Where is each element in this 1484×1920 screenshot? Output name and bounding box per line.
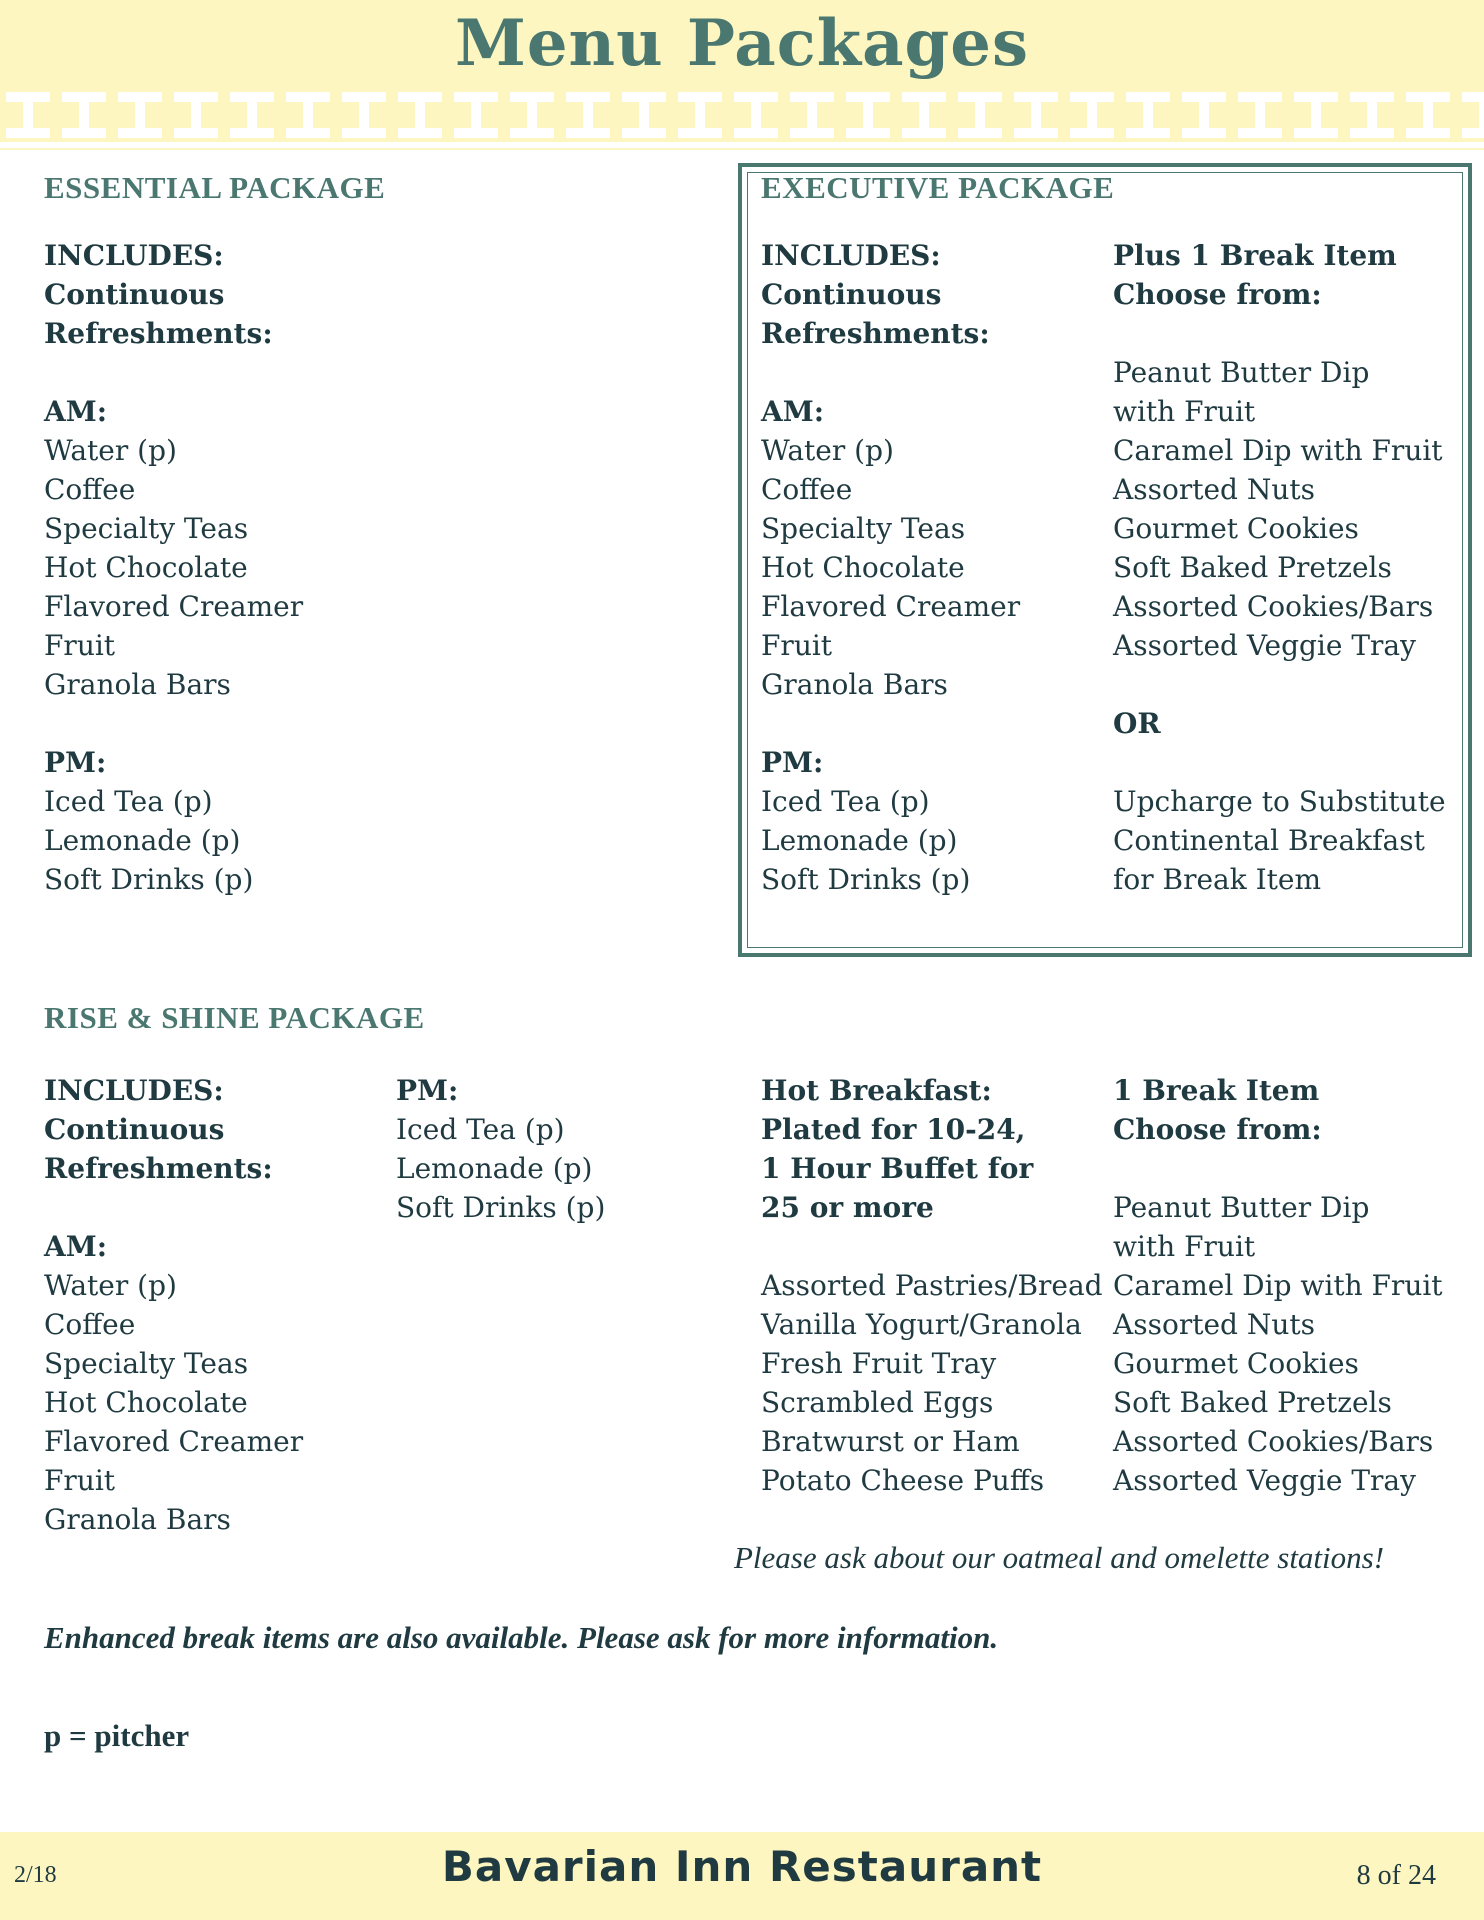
page-title: Menu Packages (454, 6, 1030, 81)
or-label: OR (1113, 707, 1161, 740)
list-item: Fresh Fruit Tray (761, 1347, 997, 1380)
greek-key-motif (622, 92, 666, 138)
greek-key-motif (1014, 92, 1058, 138)
refreshments-label: Continuous (761, 278, 942, 311)
greek-key-motif (398, 92, 442, 138)
list-item: Gourmet Cookies (1113, 1347, 1359, 1380)
greek-key-bar (952, 142, 1008, 148)
rise-refreshments-am-column (44, 1071, 374, 1539)
list-item: Fruit (44, 1464, 116, 1497)
list-item: Iced Tea (p) (396, 1113, 565, 1146)
refreshments-label: Continuous (44, 1113, 225, 1146)
list-item: Granola Bars (761, 668, 948, 701)
list-item: Peanut Butter Dip (1113, 1191, 1370, 1224)
greek-key-bar (1456, 142, 1484, 148)
list-item: Hot Chocolate (44, 1386, 248, 1419)
list-item: Fruit (44, 629, 116, 662)
executive-package-title: EXECUTIVE PACKAGE (761, 170, 1115, 205)
greek-key-bar (448, 142, 504, 148)
list-item: Water (p) (761, 434, 894, 467)
pm-label: PM: (44, 746, 107, 779)
greek-key-bar (616, 142, 672, 148)
greek-key-bar (1008, 142, 1064, 148)
greek-key-border (0, 82, 1484, 150)
list-item: Specialty Teas (761, 512, 966, 545)
greek-key-bar (896, 142, 952, 148)
am-label: AM: (761, 395, 825, 428)
greek-key-bar (336, 142, 392, 148)
refreshments-label: Refreshments: (44, 1152, 273, 1185)
list-item: Coffee (44, 1308, 136, 1341)
greek-key-bar (1176, 142, 1232, 148)
greek-key-motif (1294, 92, 1338, 138)
hot-breakfast-heading: Hot Breakfast: (761, 1074, 992, 1107)
list-item: Water (p) (44, 434, 177, 467)
list-item: Fruit (761, 629, 833, 662)
list-item: Lemonade (p) (761, 824, 958, 857)
list-item: Assorted Pastries/Bread (761, 1269, 1103, 1302)
list-item: Flavored Creamer (44, 1425, 304, 1458)
greek-key-bar (1064, 142, 1120, 148)
page-number: 8 of 24 (1356, 1860, 1436, 1891)
greek-key-bar (168, 142, 224, 148)
refreshments-label: Continuous Refreshments: (44, 278, 273, 350)
greek-key-bar (728, 142, 784, 148)
executive-break-column (1113, 236, 1463, 899)
greek-key-motif (846, 92, 890, 138)
list-item: Assorted Cookies/Bars (1113, 590, 1434, 623)
greek-key-bar (0, 142, 56, 148)
list-item: Hot Chocolate (44, 551, 248, 584)
break-heading: Choose from: (1113, 1113, 1322, 1146)
greek-key-bar (1232, 142, 1288, 148)
hot-breakfast-heading: 1 Hour Buffet for (761, 1152, 1034, 1185)
list-item: Gourmet Cookies (1113, 512, 1359, 545)
list-item: Assorted Nuts (1113, 473, 1316, 506)
hot-breakfast-heading: 25 or more (761, 1191, 934, 1224)
greek-key-motif (790, 92, 834, 138)
greek-key-motif (454, 92, 498, 138)
list-item: Caramel Dip with Fruit (1113, 434, 1443, 467)
greek-key-bar (1344, 142, 1400, 148)
list-item: Lemonade (p) (44, 824, 241, 857)
am-label: AM: (44, 1230, 108, 1263)
upcharge-line: Continental Breakfast (1113, 824, 1425, 857)
includes-label: INCLUDES: (761, 239, 941, 272)
greek-key-bar (56, 142, 112, 148)
greek-key-motif (1070, 92, 1114, 138)
list-item: Assorted Cookies/Bars (1113, 1425, 1434, 1458)
pm-label: PM: (396, 1074, 459, 1107)
list-item: Bratwurst or Ham (761, 1425, 1020, 1458)
greek-key-bar (112, 142, 168, 148)
pitcher-legend: p = pitcher (44, 1718, 190, 1753)
greek-key-motif (510, 92, 554, 138)
enhanced-items-note: Enhanced break items are also available. Please ask for more information. (44, 1620, 999, 1655)
list-item: Coffee (44, 473, 136, 506)
essential-package-column (44, 236, 374, 899)
list-item: Flavored Creamer (44, 590, 304, 623)
list-item: Iced Tea (p) (761, 785, 930, 818)
refreshments-label: Refreshments: (761, 317, 990, 350)
greek-key-motif (678, 92, 722, 138)
list-item: Potato Cheese Puffs (761, 1464, 1045, 1497)
greek-key-motif (6, 92, 50, 138)
essential-package-title: ESSENTIAL PACKAGE (44, 170, 386, 205)
am-label: AM: (44, 395, 108, 428)
greek-key-motif (1182, 92, 1226, 138)
executive-refreshments-column (761, 236, 1101, 899)
list-item: Soft Baked Pretzels (1113, 551, 1392, 584)
greek-key-bar (1120, 142, 1176, 148)
greek-key-motif (566, 92, 610, 138)
restaurant-name: Bavarian Inn Restaurant (441, 1842, 1043, 1891)
greek-key-bar (560, 142, 616, 148)
rise-pm-column (396, 1071, 716, 1227)
greek-key-motif (342, 92, 386, 138)
includes-label: INCLUDES: (44, 1074, 224, 1107)
greek-key-bar (840, 142, 896, 148)
list-item: Hot Chocolate (761, 551, 965, 584)
list-item: Soft Drinks (p) (44, 863, 254, 896)
list-item: Iced Tea (p) (44, 785, 213, 818)
greek-key-motif (174, 92, 218, 138)
upcharge-line: for Break Item (1113, 863, 1322, 896)
list-item: Vanilla Yogurt/Granola (761, 1308, 1082, 1341)
greek-key-bar (1288, 142, 1344, 148)
greek-key-bar (224, 142, 280, 148)
list-item: Assorted Nuts (1113, 1308, 1316, 1341)
page-header (0, 0, 1484, 150)
greek-key-bar (1400, 142, 1456, 148)
list-item: Specialty Teas (44, 512, 249, 545)
greek-key-bar (280, 142, 336, 148)
greek-key-motif (902, 92, 946, 138)
list-item: Water (p) (44, 1269, 177, 1302)
rise-break-column (1113, 1071, 1463, 1500)
greek-key-bar (392, 142, 448, 148)
list-item: Granola Bars (44, 668, 231, 701)
list-item: Soft Baked Pretzels (1113, 1386, 1392, 1419)
includes-label: INCLUDES: (44, 239, 224, 272)
list-item: Coffee (761, 473, 853, 506)
list-item: Soft Drinks (p) (396, 1191, 606, 1224)
stations-note: Please ask about our oatmeal and omelette stations! (734, 1540, 1385, 1575)
list-item: Peanut Butter Dip (1113, 356, 1370, 389)
rise-shine-package-title: RISE & SHINE PACKAGE (44, 1000, 425, 1035)
greek-key-motif (1462, 92, 1484, 138)
greek-key-bar (784, 142, 840, 148)
greek-key-motif (734, 92, 778, 138)
greek-key-bar (672, 142, 728, 148)
pm-label: PM: (761, 746, 824, 779)
greek-key-motif (230, 92, 274, 138)
list-item: with Fruit (1113, 395, 1256, 428)
greek-key-motif (286, 92, 330, 138)
list-item: Assorted Veggie Tray (1113, 1464, 1416, 1497)
page-footer (0, 1832, 1484, 1920)
upcharge-line: Upcharge to Substitute (1113, 785, 1446, 818)
list-item: with Fruit (1113, 1230, 1256, 1263)
list-item: Assorted Veggie Tray (1113, 629, 1416, 662)
greek-key-motif (1350, 92, 1394, 138)
list-item: Caramel Dip with Fruit (1113, 1269, 1443, 1302)
greek-key-motif (958, 92, 1002, 138)
break-heading: 1 Break Item (1113, 1074, 1320, 1107)
list-item: Specialty Teas (44, 1347, 249, 1380)
break-heading: Plus 1 Break Item (1113, 239, 1397, 272)
list-item: Soft Drinks (p) (761, 863, 971, 896)
greek-key-motif (1238, 92, 1282, 138)
list-item: Flavored Creamer (761, 590, 1021, 623)
greek-key-bar (504, 142, 560, 148)
list-item: Lemonade (p) (396, 1152, 593, 1185)
break-heading: Choose from: (1113, 278, 1322, 311)
greek-key-motif (1126, 92, 1170, 138)
greek-key-motif (118, 92, 162, 138)
list-item: Scrambled Eggs (761, 1386, 994, 1419)
revision-date: 2/18 (14, 1862, 57, 1888)
greek-key-motif (1406, 92, 1450, 138)
greek-key-motif (62, 92, 106, 138)
hot-breakfast-heading: Plated for 10-24, (761, 1113, 1026, 1146)
rise-hot-breakfast-column (761, 1071, 1111, 1500)
list-item: Granola Bars (44, 1503, 231, 1536)
